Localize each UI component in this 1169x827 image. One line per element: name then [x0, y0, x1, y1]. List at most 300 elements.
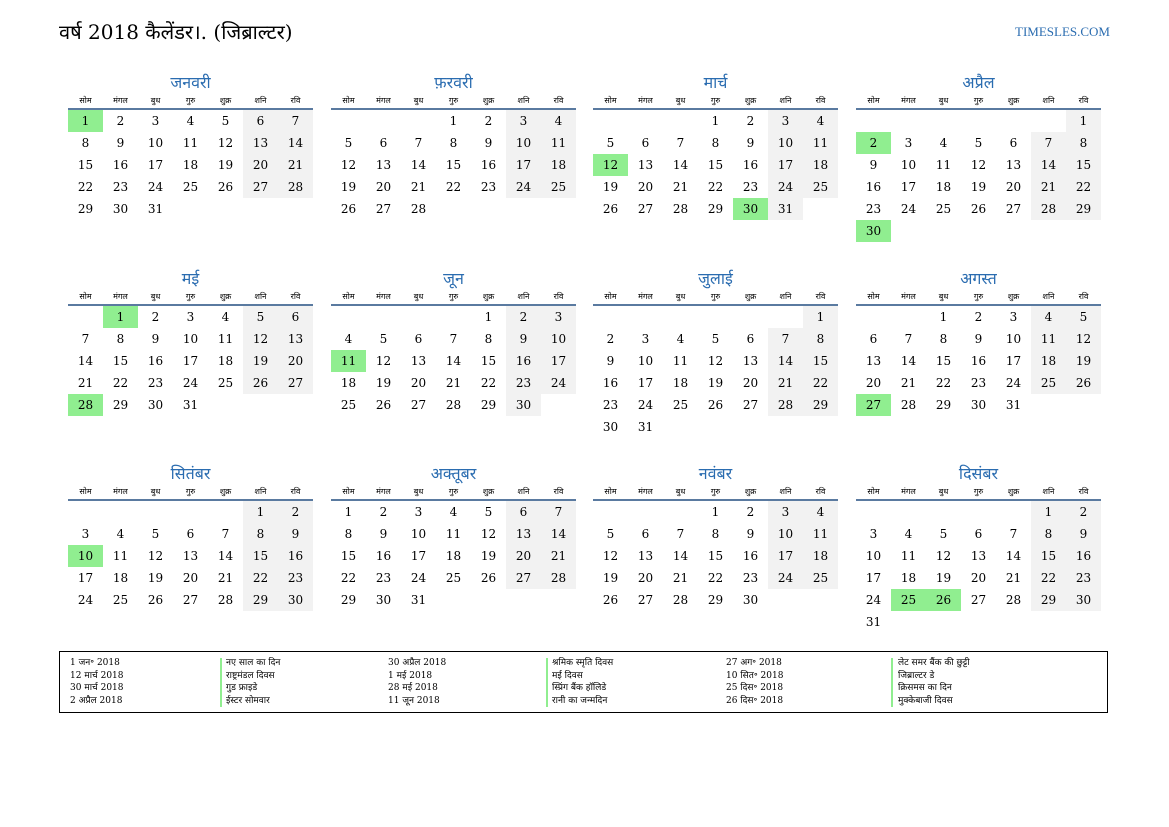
day-cell: 31 — [182, 398, 199, 412]
day-cell: 17 — [865, 571, 882, 585]
day-cell: 6 — [869, 332, 878, 346]
day-cell: 27 — [182, 593, 199, 607]
weekday-label: बुध — [150, 96, 161, 105]
day-cell: 26 — [926, 589, 961, 611]
day-cell: 15 — [77, 158, 94, 172]
month-name: फ़रवरी — [434, 73, 473, 92]
day-cell: 26 — [243, 372, 278, 394]
day-cell: 17 — [182, 354, 199, 368]
month-block — [331, 268, 576, 416]
day-cell: 17 — [506, 154, 541, 176]
day-cell: 20 — [865, 376, 882, 390]
day-cell: 10 — [68, 545, 103, 567]
day-cell: 2 — [151, 310, 160, 324]
weekday-label: मंगल — [638, 292, 653, 301]
weekday-label: गुरु — [185, 487, 196, 496]
day-cell: 7 — [81, 332, 90, 346]
day-cell: 31 — [865, 615, 882, 629]
month-block — [856, 72, 1101, 242]
day-cell: 21 — [672, 180, 689, 194]
day-cell: 5 — [344, 136, 353, 150]
day-cell: 12 — [970, 158, 987, 172]
weekday-label: मंगल — [901, 96, 916, 105]
day-cell: 17 — [768, 545, 803, 567]
day-cell: 11 — [112, 549, 129, 563]
weekday-label: रवि — [815, 292, 826, 301]
day-cell: 4 — [344, 332, 353, 346]
month-block — [68, 463, 313, 611]
day-cell: 20 — [182, 571, 199, 585]
day-cell: 23 — [602, 398, 619, 412]
empty-cell — [961, 110, 996, 132]
legend-holiday: जिब्राल्टर डे — [898, 670, 935, 681]
empty-cell — [593, 110, 628, 132]
day-cell: 12 — [217, 136, 234, 150]
month-name: नवंबर — [698, 464, 733, 483]
weekday-header — [856, 290, 1101, 306]
day-cell: 16 — [506, 350, 541, 372]
day-cell: 8 — [81, 136, 90, 150]
weekday-label: मंगल — [113, 487, 128, 496]
weekday-label: बुध — [413, 96, 424, 105]
day-cell: 30 — [742, 593, 759, 607]
day-cell: 6 — [641, 136, 650, 150]
weekday-header — [856, 94, 1101, 110]
weekday-header — [593, 94, 838, 110]
day-cell: 7 — [278, 110, 313, 132]
day-cell: 26 — [480, 571, 497, 585]
day-cell: 28 — [217, 593, 234, 607]
weekday-label: बुध — [413, 487, 424, 496]
page-title: वर्ष 2018 कैलेंडर।. (जिब्राल्टर) — [59, 20, 293, 44]
day-cell: 11 — [900, 549, 917, 563]
day-cell: 5 — [221, 114, 230, 128]
day-cell: 16 — [970, 354, 987, 368]
day-cell: 28 — [768, 394, 803, 416]
day-cell: 5 — [974, 136, 983, 150]
day-grid — [331, 306, 576, 416]
day-cell: 28 — [672, 593, 689, 607]
day-cell: 24 — [182, 376, 199, 390]
weekday-label: रवि — [815, 96, 826, 105]
weekday-label: शनि — [517, 487, 530, 496]
weekday-label: शनि — [779, 292, 792, 301]
day-cell: 15 — [445, 158, 462, 172]
weekday-label: रवि — [1078, 292, 1089, 301]
day-cell: 14 — [768, 350, 803, 372]
day-cell: 14 — [1005, 549, 1022, 563]
day-cell: 25 — [217, 376, 234, 390]
day-cell: 22 — [1066, 176, 1101, 198]
weekday-label: रवि — [1078, 96, 1089, 105]
weekday-label: गुरु — [448, 292, 459, 301]
day-cell: 29 — [340, 593, 357, 607]
day-cell: 21 — [672, 571, 689, 585]
weekday-label: गुरु — [710, 96, 721, 105]
day-cell: 12 — [593, 154, 628, 176]
day-cell: 7 — [676, 527, 685, 541]
legend-holiday: रानी का जन्मदिन — [552, 695, 608, 706]
legend-holiday: राष्ट्रमंडल दिवस — [226, 670, 275, 681]
legend-dates-col-3 — [726, 657, 783, 707]
day-cell: 16 — [865, 180, 882, 194]
day-grid — [856, 501, 1101, 633]
day-cell: 25 — [541, 176, 576, 198]
weekday-label: सोम — [342, 292, 355, 301]
day-cell: 11 — [672, 354, 689, 368]
day-cell: 27 — [243, 176, 278, 198]
day-grid — [331, 110, 576, 220]
empty-cell — [331, 306, 366, 328]
day-cell: 16 — [278, 545, 313, 567]
weekday-label: रवि — [290, 487, 301, 496]
day-cell: 27 — [1005, 202, 1022, 216]
weekday-label: मंगल — [638, 96, 653, 105]
day-cell: 5 — [939, 527, 948, 541]
weekday-label: बुध — [413, 292, 424, 301]
day-cell: 22 — [707, 571, 724, 585]
day-cell: 30 — [147, 398, 164, 412]
day-cell: 13 — [506, 523, 541, 545]
day-cell: 3 — [506, 110, 541, 132]
day-cell: 16 — [602, 376, 619, 390]
day-grid — [68, 501, 313, 611]
day-cell: 27 — [278, 372, 313, 394]
day-cell: 2 — [856, 132, 891, 154]
day-cell: 27 — [375, 202, 392, 216]
day-cell: 20 — [742, 376, 759, 390]
day-grid — [593, 306, 838, 438]
legend-holiday: मई दिवस — [552, 670, 583, 681]
day-cell: 25 — [803, 176, 838, 198]
weekday-header — [331, 94, 576, 110]
day-cell: 22 — [480, 376, 497, 390]
day-cell: 1 — [484, 310, 493, 324]
day-cell: 2 — [116, 114, 125, 128]
day-cell: 3 — [768, 110, 803, 132]
day-cell: 4 — [221, 310, 230, 324]
weekday-label: सोम — [604, 487, 617, 496]
day-cell: 15 — [935, 354, 952, 368]
weekday-label: सोम — [79, 292, 92, 301]
day-cell: 2 — [974, 310, 983, 324]
month-block — [856, 268, 1101, 416]
day-cell: 13 — [410, 354, 427, 368]
day-cell: 26 — [602, 593, 619, 607]
weekday-label: शुक्र — [1007, 292, 1020, 301]
day-cell: 4 — [186, 114, 195, 128]
day-cell: 6 — [379, 136, 388, 150]
day-cell: 30 — [970, 398, 987, 412]
empty-cell — [331, 110, 366, 132]
day-cell: 11 — [182, 136, 199, 150]
day-cell: 13 — [243, 132, 278, 154]
day-cell: 5 — [606, 527, 615, 541]
day-cell: 17 — [410, 549, 427, 563]
day-cell: 19 — [935, 571, 952, 585]
day-cell: 1 — [1066, 110, 1101, 132]
legend-date: 30 अप्रैल 2018 — [388, 658, 447, 668]
day-cell: 8 — [803, 328, 838, 350]
empty-cell — [593, 306, 628, 328]
weekday-label: मंगल — [113, 292, 128, 301]
day-cell: 21 — [541, 545, 576, 567]
day-cell: 11 — [803, 523, 838, 545]
day-cell: 13 — [278, 328, 313, 350]
day-cell: 31 — [147, 202, 164, 216]
day-cell: 22 — [935, 376, 952, 390]
legend-holiday: गुड फ्राइडे — [226, 683, 258, 693]
day-cell: 15 — [707, 158, 724, 172]
day-cell: 17 — [900, 180, 917, 194]
empty-cell — [926, 110, 961, 132]
day-cell: 10 — [768, 132, 803, 154]
day-cell: 4 — [116, 527, 125, 541]
weekday-label: शनि — [517, 292, 530, 301]
day-cell: 27 — [637, 593, 654, 607]
weekday-label: गुरु — [973, 487, 984, 496]
day-cell: 18 — [445, 549, 462, 563]
day-cell: 28 — [410, 202, 427, 216]
legend-holiday: श्रमिक स्मृति दिवस — [552, 658, 614, 668]
day-cell: 14 — [1031, 154, 1066, 176]
day-cell: 27 — [856, 394, 891, 416]
weekday-label: शुक्र — [219, 487, 232, 496]
day-cell: 13 — [865, 354, 882, 368]
day-cell: 12 — [935, 549, 952, 563]
day-cell: 10 — [541, 328, 576, 350]
day-cell: 13 — [637, 158, 654, 172]
day-cell: 18 — [1031, 350, 1066, 372]
day-cell: 14 — [900, 354, 917, 368]
day-cell: 23 — [865, 202, 882, 216]
month-block — [68, 72, 313, 220]
day-cell: 29 — [1031, 589, 1066, 611]
day-cell: 28 — [900, 398, 917, 412]
day-cell: 4 — [676, 332, 685, 346]
day-cell: 29 — [707, 202, 724, 216]
day-cell: 19 — [1066, 350, 1101, 372]
day-cell: 13 — [970, 549, 987, 563]
holiday-legend — [59, 651, 1108, 713]
day-cell: 25 — [891, 589, 926, 611]
day-cell: 27 — [742, 398, 759, 412]
day-cell: 12 — [602, 549, 619, 563]
empty-cell — [926, 501, 961, 523]
day-cell: 22 — [445, 180, 462, 194]
day-cell: 9 — [151, 332, 160, 346]
day-cell: 21 — [217, 571, 234, 585]
weekday-label: शनि — [254, 292, 267, 301]
empty-cell — [891, 306, 926, 328]
day-cell: 29 — [480, 398, 497, 412]
weekday-label: शुक्र — [744, 487, 757, 496]
day-cell: 1 — [68, 110, 103, 132]
day-cell: 10 — [865, 549, 882, 563]
weekday-label: बुध — [938, 487, 949, 496]
weekday-label: शुक्र — [482, 487, 495, 496]
weekday-label: रवि — [553, 487, 564, 496]
day-cell: 1 — [1031, 501, 1066, 523]
day-cell: 12 — [243, 328, 278, 350]
day-cell: 8 — [1066, 132, 1101, 154]
day-cell: 14 — [278, 132, 313, 154]
day-cell: 8 — [1031, 523, 1066, 545]
empty-cell — [663, 501, 698, 523]
day-cell: 18 — [803, 545, 838, 567]
day-cell: 23 — [742, 571, 759, 585]
empty-cell — [68, 501, 103, 523]
day-cell: 17 — [541, 350, 576, 372]
legend-date: 28 मई 2018 — [388, 683, 438, 693]
day-grid — [593, 501, 838, 611]
day-cell: 14 — [217, 549, 234, 563]
day-cell: 24 — [637, 398, 654, 412]
day-cell: 25 — [340, 398, 357, 412]
month-name: अक्तूबर — [430, 464, 477, 483]
day-cell: 17 — [147, 158, 164, 172]
day-cell: 15 — [1031, 545, 1066, 567]
day-cell: 1 — [344, 505, 353, 519]
day-cell: 16 — [147, 354, 164, 368]
day-cell: 19 — [707, 376, 724, 390]
day-cell: 27 — [637, 202, 654, 216]
day-cell: 4 — [904, 527, 913, 541]
day-cell: 22 — [112, 376, 129, 390]
legend-holiday: लेट समर बैंक की छुट्टी — [898, 658, 970, 668]
day-cell: 24 — [541, 372, 576, 394]
weekday-label: शनि — [1042, 292, 1055, 301]
day-cell: 31 — [768, 198, 803, 220]
day-cell: 15 — [480, 354, 497, 368]
day-cell: 7 — [414, 136, 423, 150]
legend-dates-col-2 — [388, 657, 446, 707]
empty-cell — [891, 501, 926, 523]
weekday-label: शुक्र — [1007, 487, 1020, 496]
day-cell: 15 — [1066, 154, 1101, 176]
day-grid — [856, 110, 1101, 242]
weekday-label: सोम — [79, 487, 92, 496]
legend-holiday: मुक्केबाजी दिवस — [898, 695, 953, 706]
weekday-label: गुरु — [448, 487, 459, 496]
month-name: जून — [443, 269, 464, 288]
weekday-label: सोम — [867, 292, 880, 301]
month-name: अगस्त — [960, 269, 997, 288]
day-cell: 28 — [672, 202, 689, 216]
day-cell: 11 — [803, 132, 838, 154]
day-cell: 18 — [900, 571, 917, 585]
day-cell: 10 — [182, 332, 199, 346]
month-name: सितंबर — [170, 464, 211, 483]
day-cell: 6 — [1009, 136, 1018, 150]
weekday-header — [68, 94, 313, 110]
day-cell: 24 — [768, 567, 803, 589]
site-link[interactable]: TIMESLES.COM — [1015, 24, 1110, 39]
day-cell: 11 — [217, 332, 234, 346]
empty-cell — [436, 306, 471, 328]
day-cell: 15 — [243, 545, 278, 567]
weekday-label: सोम — [342, 487, 355, 496]
day-cell: 25 — [803, 567, 838, 589]
day-cell: 29 — [803, 394, 838, 416]
weekday-label: गुरु — [710, 292, 721, 301]
weekday-label: रवि — [1078, 487, 1089, 496]
day-cell: 13 — [637, 549, 654, 563]
day-cell: 30 — [856, 220, 891, 242]
day-cell: 10 — [768, 523, 803, 545]
month-block — [593, 72, 838, 220]
day-cell: 21 — [445, 376, 462, 390]
weekday-label: रवि — [553, 96, 564, 105]
day-cell: 25 — [112, 593, 129, 607]
weekday-header — [331, 485, 576, 501]
day-cell: 20 — [637, 571, 654, 585]
legend-holiday: स्प्रिंग बैंक हॉलिडे — [552, 683, 607, 693]
day-cell: 29 — [243, 589, 278, 611]
day-cell: 26 — [970, 202, 987, 216]
day-cell: 18 — [112, 571, 129, 585]
day-cell: 9 — [746, 527, 755, 541]
weekday-label: गुरु — [448, 96, 459, 105]
day-cell: 5 — [151, 527, 160, 541]
day-cell: 10 — [900, 158, 917, 172]
legend-date: 25 दिस॰ 2018 — [726, 683, 784, 693]
day-cell: 16 — [375, 549, 392, 563]
legend-holiday: क्रिसमस का दिन — [898, 683, 952, 693]
day-cell: 14 — [445, 354, 462, 368]
day-cell: 17 — [768, 154, 803, 176]
weekday-label: शुक्र — [744, 292, 757, 301]
day-cell: 4 — [1031, 306, 1066, 328]
day-cell: 18 — [672, 376, 689, 390]
empty-cell — [628, 306, 663, 328]
day-cell: 16 — [742, 549, 759, 563]
day-cell: 4 — [939, 136, 948, 150]
empty-cell — [208, 501, 243, 523]
day-cell: 24 — [768, 176, 803, 198]
legend-divider — [891, 658, 893, 707]
weekday-header — [593, 485, 838, 501]
day-cell: 24 — [147, 180, 164, 194]
weekday-label: शनि — [254, 96, 267, 105]
weekday-label: शुक्र — [482, 292, 495, 301]
day-cell: 1 — [243, 501, 278, 523]
day-cell: 22 — [77, 180, 94, 194]
day-cell: 28 — [1005, 593, 1022, 607]
day-cell: 3 — [151, 114, 160, 128]
day-cell: 26 — [217, 180, 234, 194]
day-cell: 17 — [77, 571, 94, 585]
day-cell: 1 — [711, 114, 720, 128]
day-cell: 18 — [803, 154, 838, 176]
weekday-label: गुरु — [973, 96, 984, 105]
empty-cell — [401, 306, 436, 328]
weekday-label: गुरु — [185, 292, 196, 301]
legend-holiday: ईस्टर सोमवार — [226, 695, 270, 706]
legend-holiday: नए साल का दिन — [226, 658, 281, 668]
month-block — [593, 268, 838, 438]
day-cell: 18 — [217, 354, 234, 368]
day-cell: 8 — [711, 136, 720, 150]
weekday-label: शुक्र — [482, 96, 495, 105]
empty-cell — [961, 501, 996, 523]
day-cell: 5 — [711, 332, 720, 346]
day-cell: 18 — [340, 376, 357, 390]
day-grid — [856, 306, 1101, 416]
day-cell: 10 — [506, 132, 541, 154]
day-cell: 25 — [935, 202, 952, 216]
empty-cell — [628, 501, 663, 523]
